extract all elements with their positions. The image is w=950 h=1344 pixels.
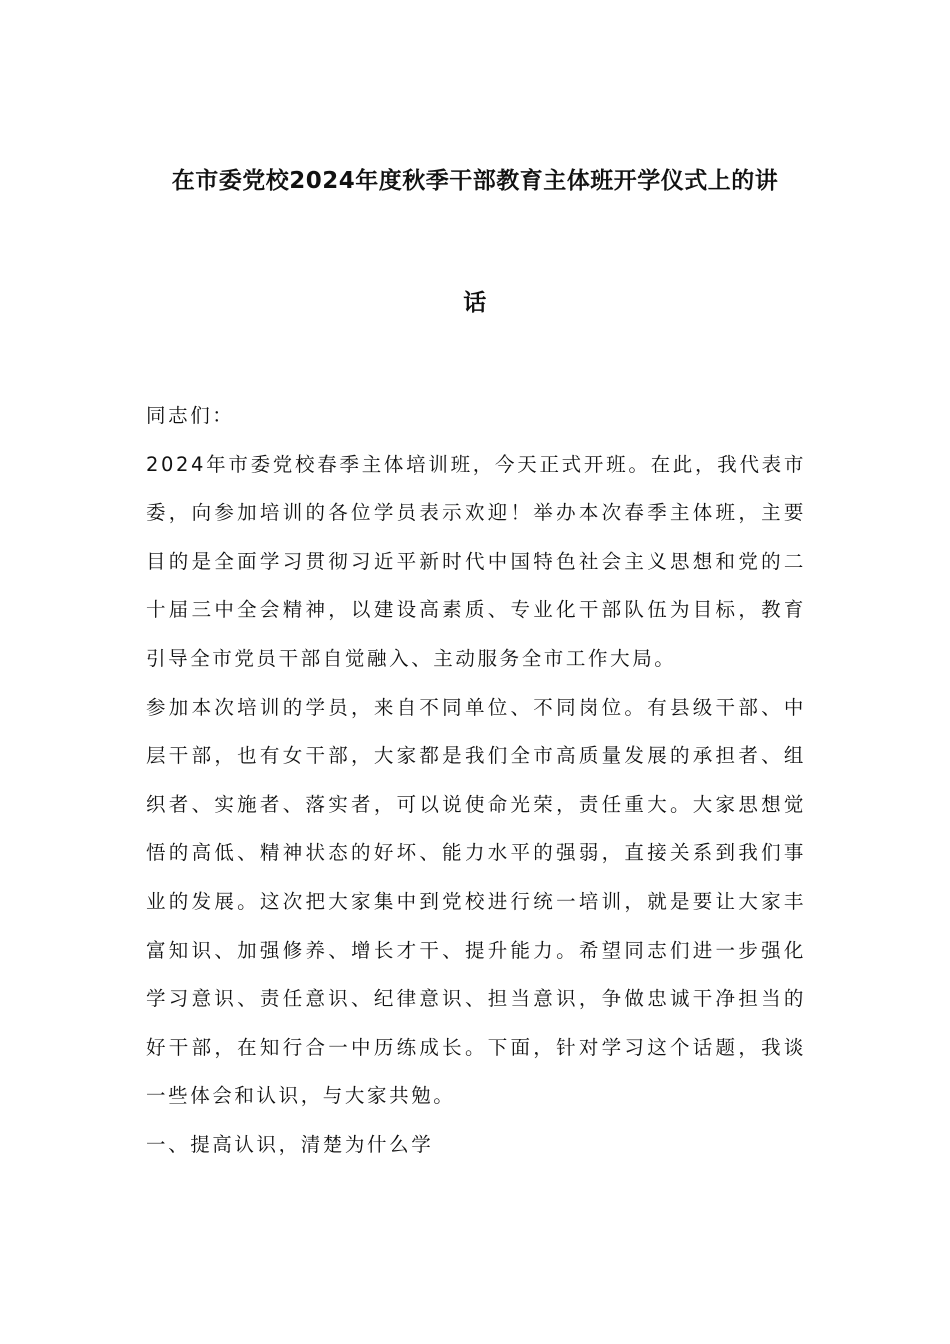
greeting: 同志们： (146, 404, 235, 427)
document-title-line-1: 在市委党校2024年度秋季干部教育主体班开学仪式上的讲 (171, 168, 779, 194)
paragraph-trainees: 参加本次培训的学员，来自不同单位、不同岗位。有县级干部、中层干部，也有女干部，大家都是我们全市高质量发展的承担者、组织者、实施者、落实者，可以说使命光荣，责任重大。大家思想觉悟的高低、精神状态的好坏、能力水平的强弱，直接关系到我们事业的发展。这次把大家集中到党校进行统一培训，就是要让大家丰富知识、加强修养、增长才干、提升能力。希望同志们进一步强化学习意识、责任意识、纪律意识、担当意识，争做忠诚干净担当的好干部，在知行合一中历练成长。下面，针对学习这个话题，我谈一些体会和认识，与大家共勉。 (146, 695, 806, 1108)
document-title-line-2: 话 (463, 290, 487, 316)
section-heading: 一、提高认识，清楚为什么学 (146, 1132, 434, 1156)
paragraph-opening: 2024年市委党校春季主体培训班，今天正式开班。在此，我代表市委，向参加培训的各位学员表示欢迎！举办本次春季主体班，主要目的是全面学习贯彻习近平新时代中国特色社会主义思想和党的二十届三中全会精神，以建设高素质、专业化干部队伍为目标，教育引导全市党员干部自觉融入、主动服务全市工作大局。 (146, 452, 806, 670)
document-body (146, 392, 806, 1170)
